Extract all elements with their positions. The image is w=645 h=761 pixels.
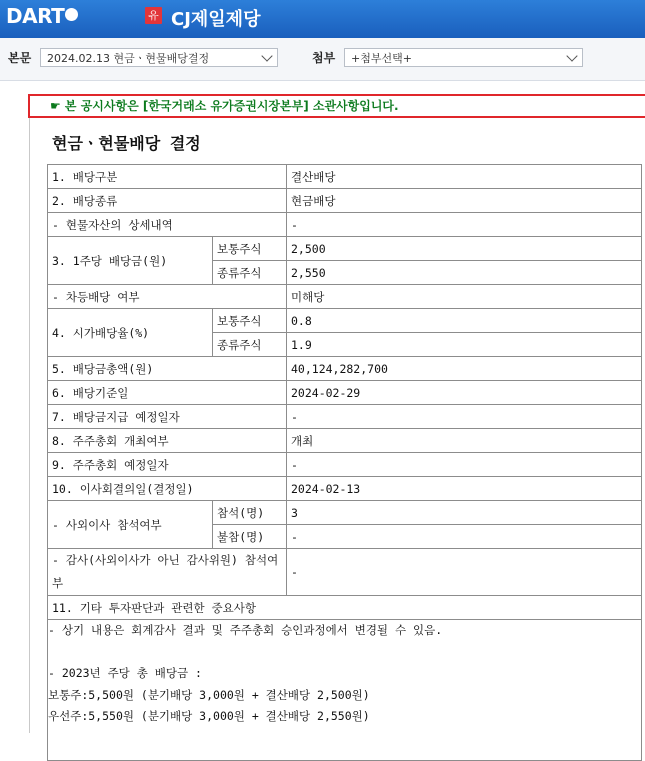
row-label: 11. 기타 투자판단과 관련한 중요사항 — [48, 596, 642, 620]
row-value: - — [287, 213, 642, 237]
table-row — [48, 381, 642, 405]
row-label: 6. 배당기준일 — [48, 381, 287, 405]
row-value: 2024-02-13 — [287, 477, 642, 501]
memo-line: 보통주:5,500원 (분기배당 3,000원 + 결산배당 2,500원) — [48, 687, 370, 702]
row-label: 8. 주주총회 개최여부 — [48, 429, 287, 453]
attach-select[interactable] — [344, 48, 583, 67]
table-row — [48, 309, 642, 333]
viewer-left-border — [29, 95, 30, 733]
top-header-bar — [0, 0, 645, 38]
row-sublabel: 종류주식 — [213, 333, 287, 357]
row-value: 1.9 — [287, 333, 642, 357]
row-value: 3 — [287, 501, 642, 525]
memo-line: - 2023년 주당 총 배당금 : — [48, 666, 202, 680]
table-row — [48, 189, 642, 213]
chevron-down-icon — [261, 50, 272, 61]
row-value: 2,500 — [287, 237, 642, 261]
row-label: 5. 배당금총액(원) — [48, 357, 287, 381]
row-sublabel: 보통주식 — [213, 237, 287, 261]
row-sublabel: 종류주식 — [213, 261, 287, 285]
notice-text: ☛ 본 공시사항은 [한국거래소 유가증권시장본부] 소관사항입니다. — [50, 99, 399, 113]
row-label: 4. 시가배당율(%) — [48, 309, 213, 357]
table-row — [48, 357, 642, 381]
row-label: 1. 배당구분 — [48, 165, 287, 189]
row-label: - 감사(사외이사가 아닌 감사위원) 참석여부 — [48, 549, 287, 596]
row-value: 2024-02-29 — [287, 381, 642, 405]
row-value: 40,124,282,700 — [287, 357, 642, 381]
table-row — [48, 165, 642, 189]
row-label: 3. 1주당 배당금(원) — [48, 237, 213, 285]
table-row — [48, 620, 642, 761]
row-value: 현금배당 — [287, 189, 642, 213]
memo-line: - 상기 내용은 회계감사 결과 및 주주총회 승인과정에서 변경될 수 있음. — [48, 623, 443, 637]
table-row — [48, 429, 642, 453]
table-row — [48, 453, 642, 477]
document-title: 현금ㆍ현물배당 결정 — [52, 134, 201, 153]
row-value: 2,550 — [287, 261, 642, 285]
market-badge: 유 — [145, 7, 162, 24]
table-row — [48, 285, 642, 309]
memo-line — [48, 642, 637, 664]
company-name[interactable]: CJ제일제당 — [171, 9, 261, 30]
row-value: - — [287, 525, 642, 549]
dart-logo[interactable] — [6, 4, 78, 28]
row-label: - 차등배당 여부 — [48, 285, 287, 309]
table-row — [48, 549, 642, 596]
table-row — [48, 477, 642, 501]
row-label: 7. 배당금지급 예정일자 — [48, 405, 287, 429]
body-select-value: 2024.02.13 현금ㆍ현물배당결정 — [47, 52, 210, 65]
chevron-down-icon — [566, 50, 577, 61]
memo-cell — [48, 620, 642, 761]
notice-banner — [28, 94, 645, 118]
body-label: 본문 — [8, 51, 32, 65]
row-label: - 현물자산의 상세내역 — [48, 213, 287, 237]
row-label: - 사외이사 참석여부 — [48, 501, 213, 549]
row-sublabel: 불참(명) — [213, 525, 287, 549]
dividend-table — [47, 164, 642, 761]
table-row — [48, 405, 642, 429]
table-row — [48, 237, 642, 261]
attach-label: 첨부 — [312, 51, 336, 65]
logo-text: DART — [6, 4, 65, 28]
row-label: 9. 주주총회 예정일자 — [48, 453, 287, 477]
sun-icon — [65, 8, 78, 21]
row-value: - — [287, 549, 642, 596]
table-row — [48, 213, 642, 237]
table-row — [48, 501, 642, 525]
row-value: 0.8 — [287, 309, 642, 333]
memo-line: 우선주:5,550원 (분기배당 3,000원 + 결산배당 2,550원) — [48, 709, 370, 723]
attach-select-value: +첨부선택+ — [351, 52, 412, 65]
row-value: 개최 — [287, 429, 642, 453]
row-sublabel: 참석(명) — [213, 501, 287, 525]
row-value: 결산배당 — [287, 165, 642, 189]
row-label: 2. 배당종류 — [48, 189, 287, 213]
document-toolbar — [0, 38, 645, 81]
row-sublabel: 보통주식 — [213, 309, 287, 333]
body-select[interactable] — [40, 48, 278, 67]
row-value: - — [287, 453, 642, 477]
row-value: 미해당 — [287, 285, 642, 309]
row-value: - — [287, 405, 642, 429]
table-row — [48, 596, 642, 620]
row-label: 10. 이사회결의일(결정일) — [48, 477, 287, 501]
